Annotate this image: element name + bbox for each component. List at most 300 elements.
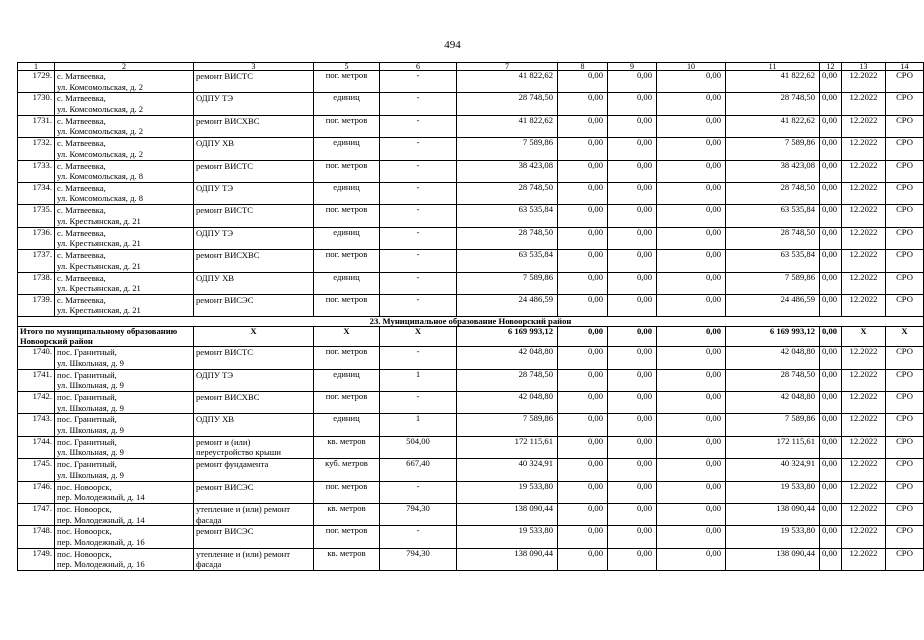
table-row (18, 347, 924, 369)
address-street: ул. Крестьянская, д. 21 (57, 260, 141, 271)
deadline-cell: 12.2022 (842, 294, 886, 316)
unit-cell: единиц (314, 414, 380, 436)
section-title: 23. Муниципальное образование Новоорский район (18, 317, 924, 327)
total-value: X (380, 327, 457, 347)
budget-cell: 0,00 (608, 115, 657, 137)
method-cell: СРО (886, 115, 924, 137)
deadline-cell: 12.2022 (842, 205, 886, 227)
work-type-line1: ремонт ВИСТС (196, 71, 254, 81)
address-street: пер. Молодежный, д. 16 (57, 536, 145, 547)
total-cost-cell: 7 589,86 (457, 272, 558, 294)
method-cell: СРО (886, 71, 924, 93)
owners-cell: 7 589,86 (726, 272, 820, 294)
fund-cell: 0,00 (558, 369, 608, 391)
local-cell: 0,00 (657, 459, 726, 481)
volume-cell: 1 (380, 414, 457, 436)
deadline-cell: 12.2022 (842, 459, 886, 481)
other-cell: 0,00 (820, 548, 842, 570)
work-type-line1: ОДПУ ХВ (196, 138, 235, 149)
total-cost-cell: 28 748,50 (457, 369, 558, 391)
budget-cell: 0,00 (608, 481, 657, 503)
address-locality: пос. Гранитный, (57, 347, 117, 358)
table-row (18, 548, 924, 570)
fund-cell: 0,00 (558, 392, 608, 414)
table-row (18, 93, 924, 115)
column-number-header: 1 (18, 63, 55, 71)
address-street: ул. Школьная, д. 9 (57, 402, 124, 413)
column-number-header: 11 (726, 63, 820, 71)
local-cell: 0,00 (657, 481, 726, 503)
fund-cell: 0,00 (558, 504, 608, 526)
address-locality: пос. Новоорск, (57, 526, 112, 537)
total-value: X (842, 327, 886, 347)
row-number: 1745. (18, 459, 55, 481)
local-cell: 0,00 (657, 436, 726, 458)
owners-cell: 63 535,84 (726, 205, 820, 227)
total-cost-cell: 28 748,50 (457, 93, 558, 115)
fund-cell: 0,00 (558, 548, 608, 570)
total-value: X (886, 327, 924, 347)
work-type-cell (194, 115, 314, 137)
address-locality: с. Матвеевка, (57, 272, 106, 283)
address-locality: с. Матвеевка, (57, 115, 106, 126)
address-locality: пос. Новоорск, (57, 504, 112, 515)
row-number: 1733. (18, 160, 55, 182)
column-number-header: 7 (457, 63, 558, 71)
address-cell (55, 71, 194, 93)
address-cell (55, 548, 194, 570)
fund-cell: 0,00 (558, 526, 608, 548)
other-cell: 0,00 (820, 160, 842, 182)
fund-cell: 0,00 (558, 436, 608, 458)
total-value: X (194, 327, 314, 347)
other-cell: 0,00 (820, 481, 842, 503)
volume-cell: - (380, 182, 457, 204)
work-type-cell (194, 548, 314, 570)
total-cost-cell: 172 115,61 (457, 436, 558, 458)
method-cell: СРО (886, 414, 924, 436)
total-label: Итого по муниципальному образованию Новоорский район (18, 327, 194, 347)
fund-cell: 0,00 (558, 294, 608, 316)
work-type-cell (194, 414, 314, 436)
row-number: 1732. (18, 138, 55, 160)
address-locality: с. Матвеевка, (57, 227, 106, 238)
row-number: 1749. (18, 548, 55, 570)
other-cell: 0,00 (820, 272, 842, 294)
unit-cell: пог. метров (314, 115, 380, 137)
other-cell: 0,00 (820, 294, 842, 316)
budget-cell: 0,00 (608, 347, 657, 369)
budget-cell: 0,00 (608, 250, 657, 272)
total-value: X (314, 327, 380, 347)
total-cost-cell: 41 822,62 (457, 115, 558, 137)
local-cell: 0,00 (657, 160, 726, 182)
table-row (18, 526, 924, 548)
address-street: ул. Школьная, д. 9 (57, 469, 124, 480)
method-cell: СРО (886, 182, 924, 204)
fund-cell: 0,00 (558, 347, 608, 369)
address-locality: пос. Новоорск, (57, 481, 112, 492)
other-cell: 0,00 (820, 347, 842, 369)
work-type-cell (194, 160, 314, 182)
address-cell (55, 347, 194, 369)
work-type-line1: ремонт ВИСХВС (196, 115, 260, 126)
work-type-line1: ремонт ВИСЭС (196, 526, 254, 537)
owners-cell: 41 822,62 (726, 115, 820, 137)
owners-cell: 172 115,61 (726, 436, 820, 458)
address-cell (55, 93, 194, 115)
local-cell: 0,00 (657, 138, 726, 160)
address-locality: с. Матвеевка, (57, 138, 106, 149)
deadline-cell: 12.2022 (842, 548, 886, 570)
table-row (18, 294, 924, 316)
method-cell: СРО (886, 93, 924, 115)
method-cell: СРО (886, 250, 924, 272)
total-cost-cell: 38 423,08 (457, 160, 558, 182)
owners-cell: 19 533,80 (726, 481, 820, 503)
address-locality: с. Матвеевка, (57, 93, 106, 104)
other-cell: 0,00 (820, 71, 842, 93)
local-cell: 0,00 (657, 526, 726, 548)
work-type-cell (194, 481, 314, 503)
volume-cell: 1 (380, 369, 457, 391)
unit-cell: кв. метров (314, 436, 380, 458)
other-cell: 0,00 (820, 250, 842, 272)
budget-cell: 0,00 (608, 227, 657, 249)
work-type-line1: ОДПУ ТЭ (196, 182, 234, 193)
column-number-header: 3 (194, 63, 314, 71)
budget-cell: 0,00 (608, 369, 657, 391)
address-cell (55, 115, 194, 137)
local-cell: 0,00 (657, 347, 726, 369)
work-type-line1: ремонт ВИСЭС (196, 481, 254, 492)
other-cell: 0,00 (820, 526, 842, 548)
owners-cell: 28 748,50 (726, 227, 820, 249)
other-cell: 0,00 (820, 436, 842, 458)
volume-cell: - (380, 71, 457, 93)
unit-cell: пог. метров (314, 481, 380, 503)
work-type-cell (194, 504, 314, 526)
work-type-line1: утепление и (или) ремонт (196, 548, 291, 559)
address-street: ул. Комсомольская, д. 2 (57, 126, 144, 137)
deadline-cell: 12.2022 (842, 182, 886, 204)
volume-cell: - (380, 227, 457, 249)
work-type-line1: утепление и (или) ремонт (196, 504, 291, 515)
work-type-line1: ОДПУ ХВ (196, 272, 235, 283)
work-type-cell (194, 526, 314, 548)
address-locality: с. Матвеевка, (57, 71, 106, 81)
fund-cell: 0,00 (558, 250, 608, 272)
volume-cell: 504,00 (380, 436, 457, 458)
address-street: ул. Школьная, д. 9 (57, 357, 124, 368)
deadline-cell: 12.2022 (842, 481, 886, 503)
total-value: 6 169 993,12 (457, 327, 558, 347)
unit-cell: единиц (314, 182, 380, 204)
total-cost-cell: 63 535,84 (457, 205, 558, 227)
fund-cell: 0,00 (558, 115, 608, 137)
other-cell: 0,00 (820, 182, 842, 204)
unit-cell: единиц (314, 369, 380, 391)
table-row (18, 182, 924, 204)
method-cell: СРО (886, 548, 924, 570)
row-number: 1731. (18, 115, 55, 137)
volume-cell: - (380, 526, 457, 548)
address-street: ул. Комсомольская, д. 2 (57, 148, 144, 159)
work-type-cell (194, 250, 314, 272)
method-cell: СРО (886, 436, 924, 458)
local-cell: 0,00 (657, 504, 726, 526)
address-locality: с. Матвеевка, (57, 250, 106, 261)
work-type-line1: ремонт ВИСТС (196, 205, 254, 216)
total-cost-cell: 138 090,44 (457, 548, 558, 570)
address-locality: пос. Гранитный, (57, 414, 117, 425)
method-cell: СРО (886, 347, 924, 369)
page-number: 494 (444, 39, 461, 51)
address-locality: с. Матвеевка, (57, 182, 106, 193)
column-number-header: 12 (820, 63, 842, 71)
work-type-line1: ремонт ВИСТС (196, 347, 254, 358)
budget-cell: 0,00 (608, 294, 657, 316)
budget-cell: 0,00 (608, 272, 657, 294)
address-street: пер. Молодежный, д. 14 (57, 492, 145, 503)
address-street: ул. Комсомольская, д. 8 (57, 171, 144, 182)
owners-cell: 19 533,80 (726, 526, 820, 548)
address-cell (55, 504, 194, 526)
owners-cell: 138 090,44 (726, 548, 820, 570)
volume-cell: - (380, 250, 457, 272)
budget-cell: 0,00 (608, 526, 657, 548)
local-cell: 0,00 (657, 272, 726, 294)
local-cell: 0,00 (657, 182, 726, 204)
work-type-line1: ОДПУ ТЭ (196, 369, 234, 380)
owners-cell: 63 535,84 (726, 250, 820, 272)
row-number: 1748. (18, 526, 55, 548)
owners-cell: 28 748,50 (726, 369, 820, 391)
other-cell: 0,00 (820, 93, 842, 115)
work-type-line2: фасада (196, 514, 222, 525)
owners-cell: 28 748,50 (726, 182, 820, 204)
table-row (18, 205, 924, 227)
column-number-header: 9 (608, 63, 657, 71)
total-cost-cell: 7 589,86 (457, 138, 558, 160)
owners-cell: 41 822,62 (726, 71, 820, 93)
work-type-line1: ремонт ВИСЭС (196, 294, 254, 305)
row-number: 1729. (18, 71, 55, 93)
unit-cell: пог. метров (314, 160, 380, 182)
address-cell (55, 205, 194, 227)
work-type-line2: переустройство крыши (196, 447, 281, 458)
local-cell: 0,00 (657, 115, 726, 137)
deadline-cell: 12.2022 (842, 504, 886, 526)
address-locality: с. Матвеевка, (57, 160, 106, 171)
work-type-cell (194, 392, 314, 414)
work-type-cell (194, 272, 314, 294)
address-cell (55, 227, 194, 249)
total-cost-cell: 7 589,86 (457, 414, 558, 436)
method-cell: СРО (886, 481, 924, 503)
owners-cell: 40 324,91 (726, 459, 820, 481)
total-value: 0,00 (608, 327, 657, 347)
table-row (18, 504, 924, 526)
local-cell: 0,00 (657, 227, 726, 249)
work-type-cell (194, 294, 314, 316)
total-cost-cell: 28 748,50 (457, 227, 558, 249)
work-type-cell (194, 182, 314, 204)
column-number-header: 13 (842, 63, 886, 71)
other-cell: 0,00 (820, 414, 842, 436)
column-number-header: 8 (558, 63, 608, 71)
other-cell: 0,00 (820, 115, 842, 137)
fund-cell: 0,00 (558, 414, 608, 436)
other-cell: 0,00 (820, 504, 842, 526)
method-cell: СРО (886, 392, 924, 414)
deadline-cell: 12.2022 (842, 526, 886, 548)
table-row (18, 436, 924, 458)
other-cell: 0,00 (820, 205, 842, 227)
table-row (18, 481, 924, 503)
total-cost-cell: 42 048,80 (457, 392, 558, 414)
row-number: 1737. (18, 250, 55, 272)
row-number: 1735. (18, 205, 55, 227)
address-cell (55, 392, 194, 414)
address-street: пер. Молодежный, д. 14 (57, 514, 145, 525)
table-row (18, 392, 924, 414)
budget-cell: 0,00 (608, 205, 657, 227)
owners-cell: 138 090,44 (726, 504, 820, 526)
owners-cell: 7 589,86 (726, 138, 820, 160)
work-type-cell (194, 459, 314, 481)
deadline-cell: 12.2022 (842, 369, 886, 391)
row-number: 1739. (18, 294, 55, 316)
address-locality: пос. Гранитный, (57, 459, 117, 470)
unit-cell: единиц (314, 138, 380, 160)
work-type-line1: ремонт фундамента (196, 459, 269, 470)
total-value: 0,00 (657, 327, 726, 347)
row-number: 1746. (18, 481, 55, 503)
address-locality: пос. Гранитный, (57, 436, 117, 447)
local-cell: 0,00 (657, 548, 726, 570)
address-street: ул. Комсомольская, д. 8 (57, 193, 144, 204)
row-number: 1740. (18, 347, 55, 369)
other-cell: 0,00 (820, 392, 842, 414)
table-row (18, 160, 924, 182)
unit-cell: пог. метров (314, 294, 380, 316)
row-number: 1742. (18, 392, 55, 414)
work-type-cell (194, 436, 314, 458)
column-number-header: 6 (380, 63, 457, 71)
deadline-cell: 12.2022 (842, 115, 886, 137)
address-cell (55, 160, 194, 182)
deadline-cell: 12.2022 (842, 272, 886, 294)
work-type-line1: ОДПУ ТЭ (196, 227, 234, 238)
volume-cell: - (380, 138, 457, 160)
method-cell: СРО (886, 160, 924, 182)
address-street: ул. Комсомольская, д. 2 (57, 81, 144, 92)
table-row (18, 138, 924, 160)
local-cell: 0,00 (657, 93, 726, 115)
row-number: 1736. (18, 227, 55, 249)
total-cost-cell: 42 048,80 (457, 347, 558, 369)
unit-cell: пог. метров (314, 205, 380, 227)
work-type-cell (194, 93, 314, 115)
work-type-cell (194, 205, 314, 227)
owners-cell: 38 423,08 (726, 160, 820, 182)
total-cost-cell: 19 533,80 (457, 526, 558, 548)
budget-cell: 0,00 (608, 182, 657, 204)
budget-cell: 0,00 (608, 436, 657, 458)
method-cell: СРО (886, 459, 924, 481)
volume-cell: 667,40 (380, 459, 457, 481)
address-cell (55, 481, 194, 503)
unit-cell: пог. метров (314, 526, 380, 548)
section-header-row (18, 317, 924, 327)
address-street: ул. Школьная, д. 9 (57, 447, 124, 458)
volume-cell: - (380, 347, 457, 369)
method-cell: СРО (886, 294, 924, 316)
total-cost-cell: 19 533,80 (457, 481, 558, 503)
fund-cell: 0,00 (558, 93, 608, 115)
table-row (18, 227, 924, 249)
method-cell: СРО (886, 205, 924, 227)
owners-cell: 42 048,80 (726, 392, 820, 414)
owners-cell: 28 748,50 (726, 93, 820, 115)
other-cell: 0,00 (820, 227, 842, 249)
table-row (18, 115, 924, 137)
deadline-cell: 12.2022 (842, 414, 886, 436)
unit-cell: куб. метров (314, 459, 380, 481)
method-cell: СРО (886, 138, 924, 160)
row-number: 1738. (18, 272, 55, 294)
budget-cell: 0,00 (608, 138, 657, 160)
row-number: 1741. (18, 369, 55, 391)
total-cost-cell: 63 535,84 (457, 250, 558, 272)
unit-cell: единиц (314, 93, 380, 115)
address-cell (55, 182, 194, 204)
volume-cell: - (380, 160, 457, 182)
unit-cell: единиц (314, 227, 380, 249)
deadline-cell: 12.2022 (842, 93, 886, 115)
deadline-cell: 12.2022 (842, 138, 886, 160)
table-row (18, 250, 924, 272)
address-cell (55, 526, 194, 548)
column-number-header: 14 (886, 63, 924, 71)
unit-cell: пог. метров (314, 392, 380, 414)
owners-cell: 24 486,59 (726, 294, 820, 316)
work-type-cell (194, 227, 314, 249)
column-number-header: 5 (314, 63, 380, 71)
budget-cell: 0,00 (608, 71, 657, 93)
address-cell (55, 138, 194, 160)
total-cost-cell: 28 748,50 (457, 182, 558, 204)
volume-cell: - (380, 294, 457, 316)
fund-cell: 0,00 (558, 481, 608, 503)
address-cell (55, 272, 194, 294)
budget-cell: 0,00 (608, 93, 657, 115)
deadline-cell: 12.2022 (842, 250, 886, 272)
unit-cell: единиц (314, 272, 380, 294)
other-cell: 0,00 (820, 369, 842, 391)
address-cell (55, 250, 194, 272)
table-row (18, 414, 924, 436)
local-cell: 0,00 (657, 414, 726, 436)
fund-cell: 0,00 (558, 138, 608, 160)
deadline-cell: 12.2022 (842, 160, 886, 182)
fund-cell: 0,00 (558, 160, 608, 182)
address-street: пер. Молодежный, д. 16 (57, 559, 145, 570)
unit-cell: пог. метров (314, 250, 380, 272)
work-type-cell (194, 71, 314, 93)
work-type-cell (194, 138, 314, 160)
